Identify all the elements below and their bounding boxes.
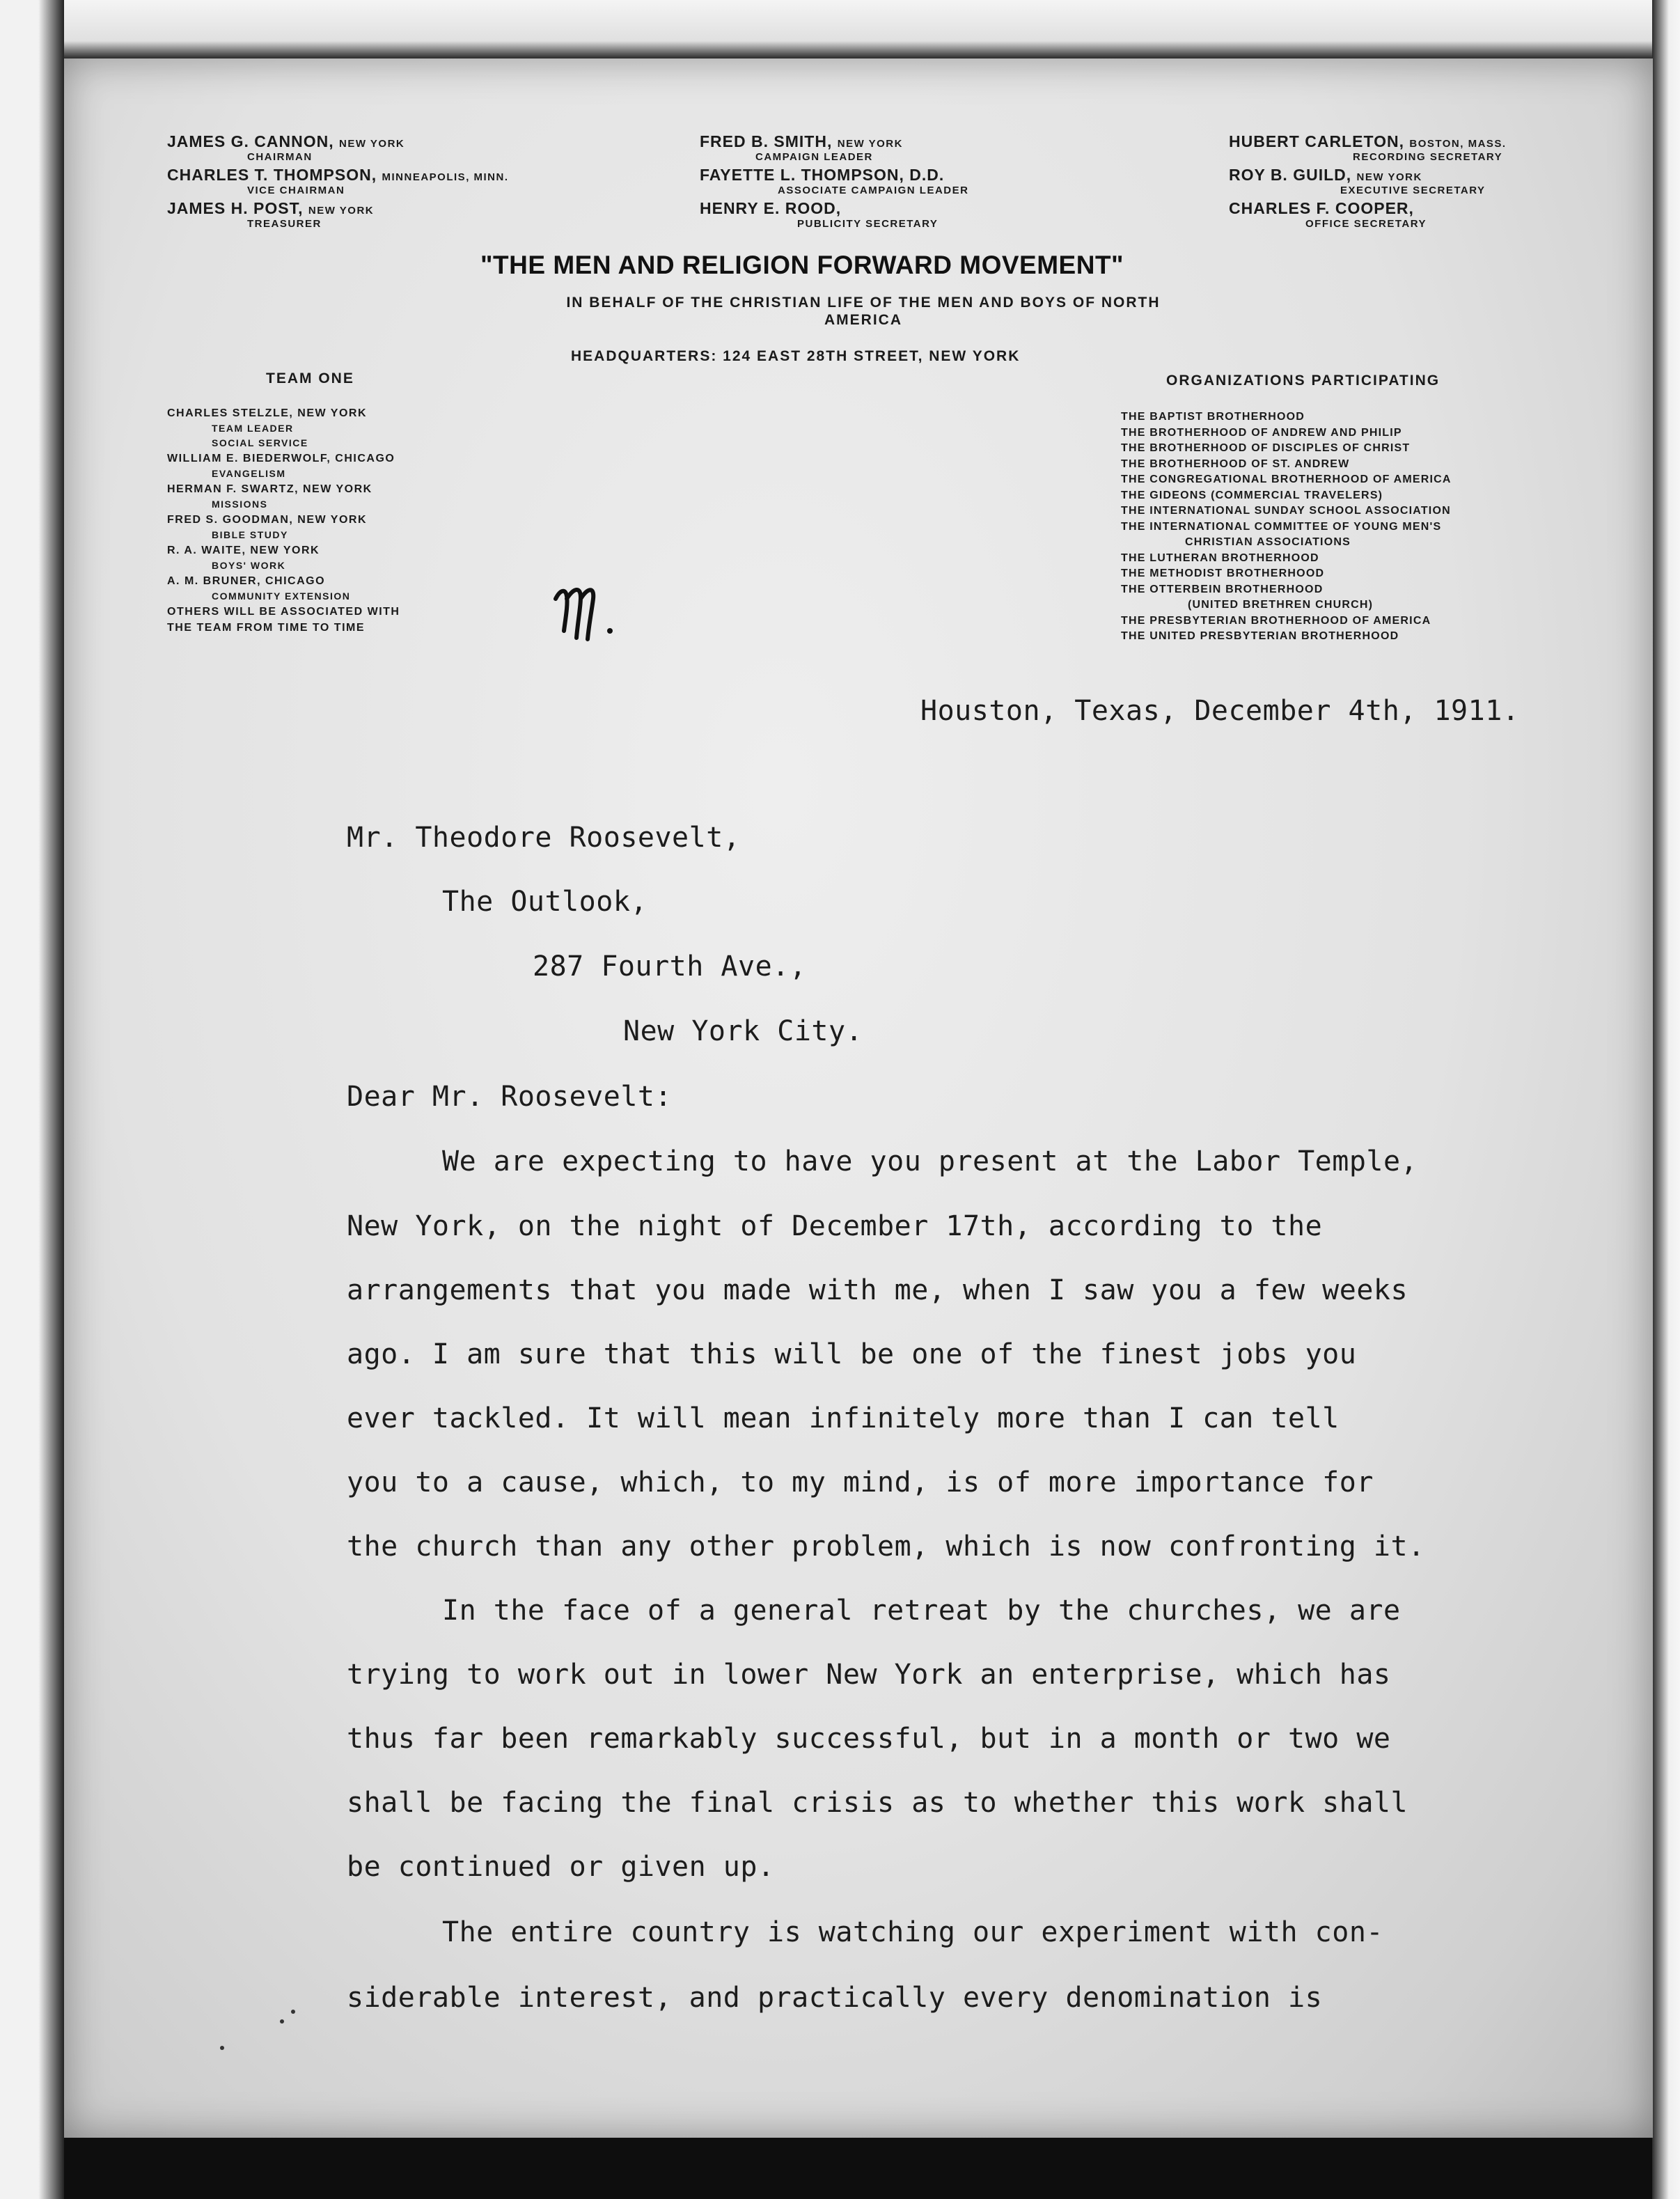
team-member-name: WILLIAM E. BIEDERWOLF, CHICAGO [167, 453, 395, 464]
address-line: 287 Fourth Ave., [533, 950, 807, 983]
body-line: ever tackled. It will mean infinitely more than I can tell [347, 1402, 1340, 1434]
organization-item: THE UNITED PRESBYTERIAN BROTHERHOOD [1121, 630, 1399, 642]
team-member-role: SOCIAL SERVICE [212, 437, 308, 448]
organization-item: THE METHODIST BROTHERHOOD [1121, 568, 1325, 579]
scan-speck [220, 2046, 224, 2050]
officer-role: ASSOCIATE CAMPAIGN LEADER [778, 185, 969, 196]
officer-name: HENRY E. ROOD, [700, 199, 842, 217]
organization-item: CHRISTIAN ASSOCIATIONS [1185, 536, 1351, 548]
body-line: ago. I am sure that this will be one of the finest jobs you [347, 1338, 1357, 1370]
organization-item: THE BAPTIST BROTHERHOOD [1121, 411, 1305, 423]
officer-name: CHARLES T. THOMPSON, MINNEAPOLIS, MINN. [167, 166, 509, 184]
officer-name: JAMES G. CANNON, NEW YORK [167, 132, 405, 150]
officer-role: PUBLICITY SECRETARY [797, 218, 939, 230]
organization-item: THE GIDEONS (COMMERCIAL TRAVELERS) [1121, 489, 1383, 501]
body-line: In the face of a general retreat by the churches, we are [442, 1595, 1401, 1627]
officer-role: OFFICE SECRETARY [1305, 218, 1427, 230]
dateline: Houston, Texas, December 4th, 1911. [920, 695, 1520, 727]
officer-role: CHAIRMAN [247, 151, 313, 163]
organization-title: "THE MEN AND RELIGION FORWARD MOVEMENT" [480, 251, 1124, 279]
team-member-name: R. A. WAITE, NEW YORK [167, 545, 320, 556]
organization-item: (UNITED BRETHREN CHURCH) [1188, 599, 1374, 611]
team-member-name: A. M. BRUNER, CHICAGO [167, 575, 326, 587]
scan-border-top [0, 0, 1680, 58]
body-line: New York, on the night of December 17th, according to the [347, 1210, 1323, 1242]
team-member-name: HERMAN F. SWARTZ, NEW YORK [167, 483, 372, 495]
scan-border-right [1652, 0, 1680, 2199]
organization-item: THE BROTHERHOOD OF DISCIPLES OF CHRIST [1121, 442, 1411, 454]
team-member-role: BIBLE STUDY [212, 529, 288, 540]
body-line: the church than any other problem, which is now confronting it. [347, 1531, 1425, 1563]
body-line: arrangements that you made with me, when I saw you a few weeks [347, 1274, 1408, 1306]
organization-item: THE CONGREGATIONAL BROTHERHOOD OF AMERICA [1121, 474, 1452, 485]
organization-item: THE INTERNATIONAL SUNDAY SCHOOL ASSOCIATION [1121, 505, 1451, 517]
body-line: you to a cause, which, to my mind, is of more importance for [347, 1466, 1374, 1498]
team-note: THE TEAM FROM TIME TO TIME [167, 622, 366, 634]
officer-name: CHARLES F. COOPER, [1229, 199, 1414, 217]
officer-role: EXECUTIVE SECRETARY [1340, 185, 1486, 196]
organization-item: THE INTERNATIONAL COMMITTEE OF YOUNG MEN'S [1121, 520, 1442, 533]
body-line: We are expecting to have you present at the Labor Temple, [442, 1145, 1418, 1177]
organizations-list [1121, 409, 1452, 645]
organization-subtitle: IN BEHALF OF THE CHRISTIAN LIFE OF THE MEN AND BOYS OF NORTH AMERICA [566, 295, 1161, 328]
organization-item: THE LUTHERAN BROTHERHOOD [1121, 551, 1319, 564]
officer-name: FAYETTE L. THOMPSON, D.D. [700, 166, 945, 184]
officers-left [167, 132, 509, 230]
officer-name: JAMES H. POST, NEW YORK [167, 199, 375, 217]
scan-speck [291, 2010, 295, 2014]
scan-border-left [0, 0, 64, 2199]
address-line: New York City. [623, 1015, 863, 1047]
headquarters-address: HEADQUARTERS: 124 EAST 28TH STREET, NEW YORK [571, 348, 1021, 364]
handwritten-mark [550, 571, 634, 648]
team-member-role: TEAM LEADER [212, 423, 294, 434]
team-heading: TEAM ONE [266, 370, 354, 386]
organization-item: THE BROTHERHOOD OF ANDREW AND PHILIP [1121, 426, 1402, 439]
team-member-name: FRED S. GOODMAN, NEW YORK [167, 514, 367, 526]
officer-role: RECORDING SECRETARY [1353, 151, 1503, 163]
officer-name: ROY B. GUILD, NEW YORK [1229, 166, 1422, 184]
officers-center [700, 132, 968, 230]
team-list [167, 405, 400, 636]
team-member-role: EVANGELISM [212, 468, 286, 479]
officer-role: TREASURER [247, 218, 322, 230]
organizations-heading: ORGANIZATIONS PARTICIPATING [1166, 373, 1440, 389]
team-member-role: MISSIONS [212, 499, 268, 510]
officer-role: VICE CHAIRMAN [247, 185, 345, 196]
body-line: be continued or given up. [347, 1851, 775, 1883]
team-member-name: CHARLES STELZLE, NEW YORK [167, 407, 367, 419]
scan-speck [280, 2019, 284, 2024]
organization-item: THE PRESBYTERIAN BROTHERHOOD OF AMERICA [1121, 614, 1431, 627]
officer-name: HUBERT CARLETON, BOSTON, MASS. [1229, 132, 1507, 150]
organization-item: THE OTTERBEIN BROTHERHOOD [1121, 583, 1324, 595]
body-line: thus far been remarkably successful, but in a month or two we [347, 1723, 1391, 1755]
officer-name: FRED B. SMITH, NEW YORK [700, 132, 903, 150]
organization-item: THE BROTHERHOOD OF ST. ANDREW [1121, 457, 1350, 470]
officer-role: CAMPAIGN LEADER [755, 151, 873, 163]
team-member-role: BOYS' WORK [212, 560, 286, 571]
officers-right [1229, 132, 1507, 230]
body-line: siderable interest, and practically every denomination is [347, 1982, 1323, 2014]
salutation: Dear Mr. Roosevelt: [347, 1081, 673, 1113]
body-line: shall be facing the final crisis as to whether this work shall [347, 1787, 1408, 1819]
address-line: Mr. Theodore Roosevelt, [347, 822, 741, 854]
body-line: The entire country is watching our experiment with con- [442, 1916, 1384, 1948]
team-member-role: COMMUNITY EXTENSION [212, 590, 351, 602]
address-line: The Outlook, [442, 886, 647, 918]
body-line: trying to work out in lower New York an enterprise, which has [347, 1659, 1391, 1691]
team-note: OTHERS WILL BE ASSOCIATED WITH [167, 606, 400, 618]
